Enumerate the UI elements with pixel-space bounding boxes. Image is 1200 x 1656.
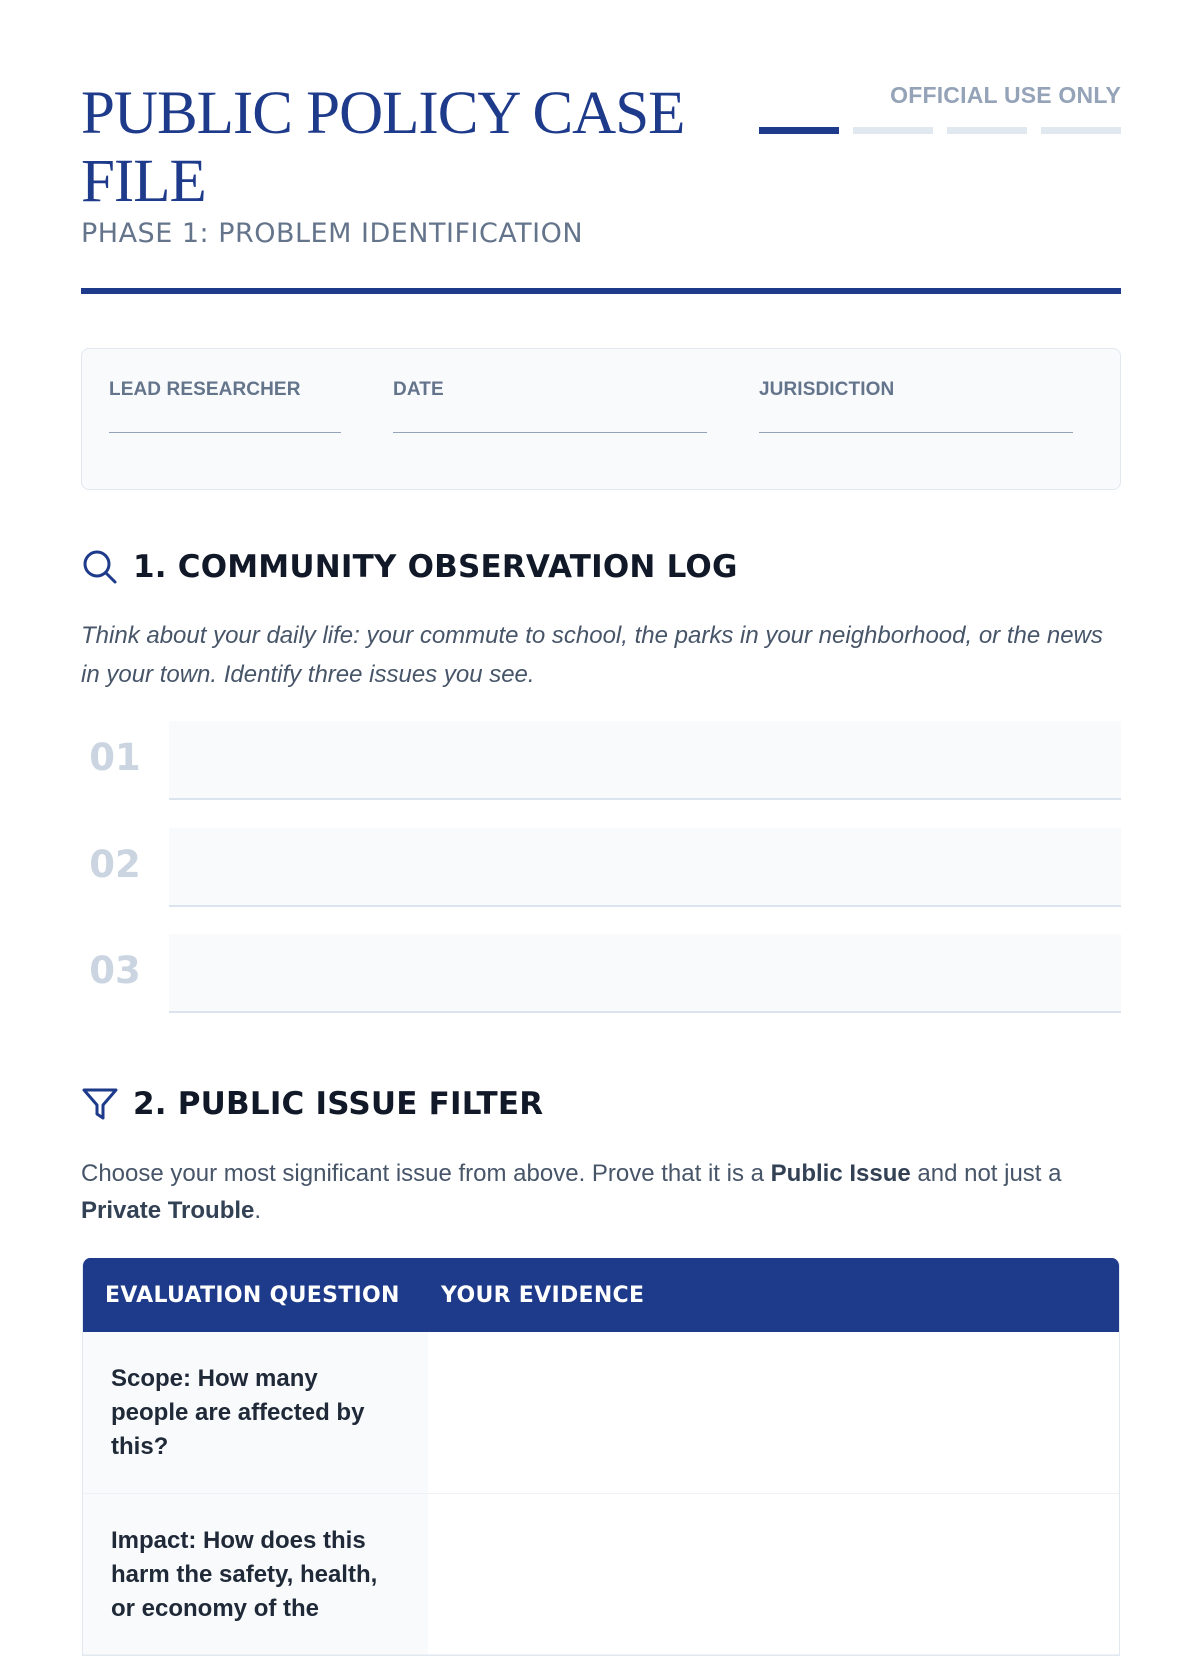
header-divider bbox=[81, 288, 1121, 294]
phase-progress-step-2 bbox=[853, 127, 933, 134]
instructions-text: and not just a bbox=[910, 1160, 1062, 1187]
observation-number: 01 bbox=[89, 736, 141, 779]
official-use-label: OFFICIAL USE ONLY bbox=[890, 82, 1121, 108]
jurisdiction-input[interactable] bbox=[759, 432, 1073, 433]
phase-progress-step-1 bbox=[759, 127, 839, 134]
date-label: DATE bbox=[393, 379, 444, 400]
section-2-title: 2. PUBLIC ISSUE FILTER bbox=[133, 1086, 544, 1122]
lead-researcher-input[interactable] bbox=[109, 432, 341, 433]
observation-log-instructions: Think about your daily life: your commute to school, the parks in your neighborhood, or the news in your town. Identify three issues you see. bbox=[81, 622, 1103, 688]
researcher-info-card bbox=[81, 348, 1121, 490]
evaluation-question-cell: Impact: How does this harm the safety, health, or economy of the bbox=[83, 1494, 428, 1654]
public-issue-instructions bbox=[81, 1155, 1121, 1229]
evidence-input-cell[interactable] bbox=[428, 1494, 1119, 1654]
phase-progress-indicator bbox=[759, 127, 1121, 134]
document-subtitle: PHASE 1: PROBLEM IDENTIFICATION bbox=[81, 218, 584, 249]
section-1-title: 1. COMMUNITY OBSERVATION LOG bbox=[133, 549, 738, 585]
date-field-group bbox=[393, 379, 444, 401]
document-title: PUBLIC POLICY CASE FILE bbox=[81, 80, 685, 215]
phase-progress-step-3 bbox=[947, 127, 1027, 134]
phase-progress-step-4 bbox=[1041, 127, 1121, 134]
public-issue-term: Public Issue bbox=[770, 1160, 911, 1187]
private-trouble-term: Private Trouble bbox=[81, 1197, 255, 1224]
evaluation-table bbox=[82, 1258, 1120, 1656]
evidence-input-cell[interactable] bbox=[428, 1332, 1119, 1493]
section-2-heading bbox=[81, 1085, 543, 1123]
column-header-your-evidence: YOUR EVIDENCE bbox=[441, 1282, 645, 1308]
lead-researcher-field-group bbox=[109, 379, 301, 401]
observation-row-2 bbox=[81, 828, 1121, 908]
case-file-page bbox=[81, 0, 1121, 1622]
search-icon bbox=[81, 548, 119, 586]
jurisdiction-label: JURISDICTION bbox=[759, 379, 895, 400]
filter-icon bbox=[81, 1085, 119, 1123]
evaluation-question-cell: Scope: How many people are affected by this? bbox=[83, 1332, 428, 1493]
column-header-evaluation-question: EVALUATION QUESTION bbox=[105, 1282, 400, 1308]
table-row bbox=[83, 1494, 1119, 1655]
document-header bbox=[81, 0, 1121, 295]
instructions-text: . bbox=[254, 1197, 262, 1224]
observation-number: 03 bbox=[89, 949, 141, 992]
observation-input-2[interactable] bbox=[169, 828, 1121, 907]
observation-row-3 bbox=[81, 934, 1121, 1014]
observation-number: 02 bbox=[89, 843, 141, 886]
observation-input-3[interactable] bbox=[169, 934, 1121, 1013]
date-input[interactable] bbox=[393, 432, 707, 433]
lead-researcher-label: LEAD RESEARCHER bbox=[109, 379, 301, 400]
instructions-text: Choose your most significant issue from above. Prove that it is a bbox=[81, 1160, 771, 1187]
section-1-heading bbox=[81, 548, 738, 586]
table-row bbox=[83, 1332, 1119, 1494]
jurisdiction-field-group bbox=[759, 379, 894, 401]
observation-input-1[interactable] bbox=[169, 721, 1121, 800]
observation-row-1 bbox=[81, 721, 1121, 801]
evaluation-table-header bbox=[83, 1258, 1119, 1332]
